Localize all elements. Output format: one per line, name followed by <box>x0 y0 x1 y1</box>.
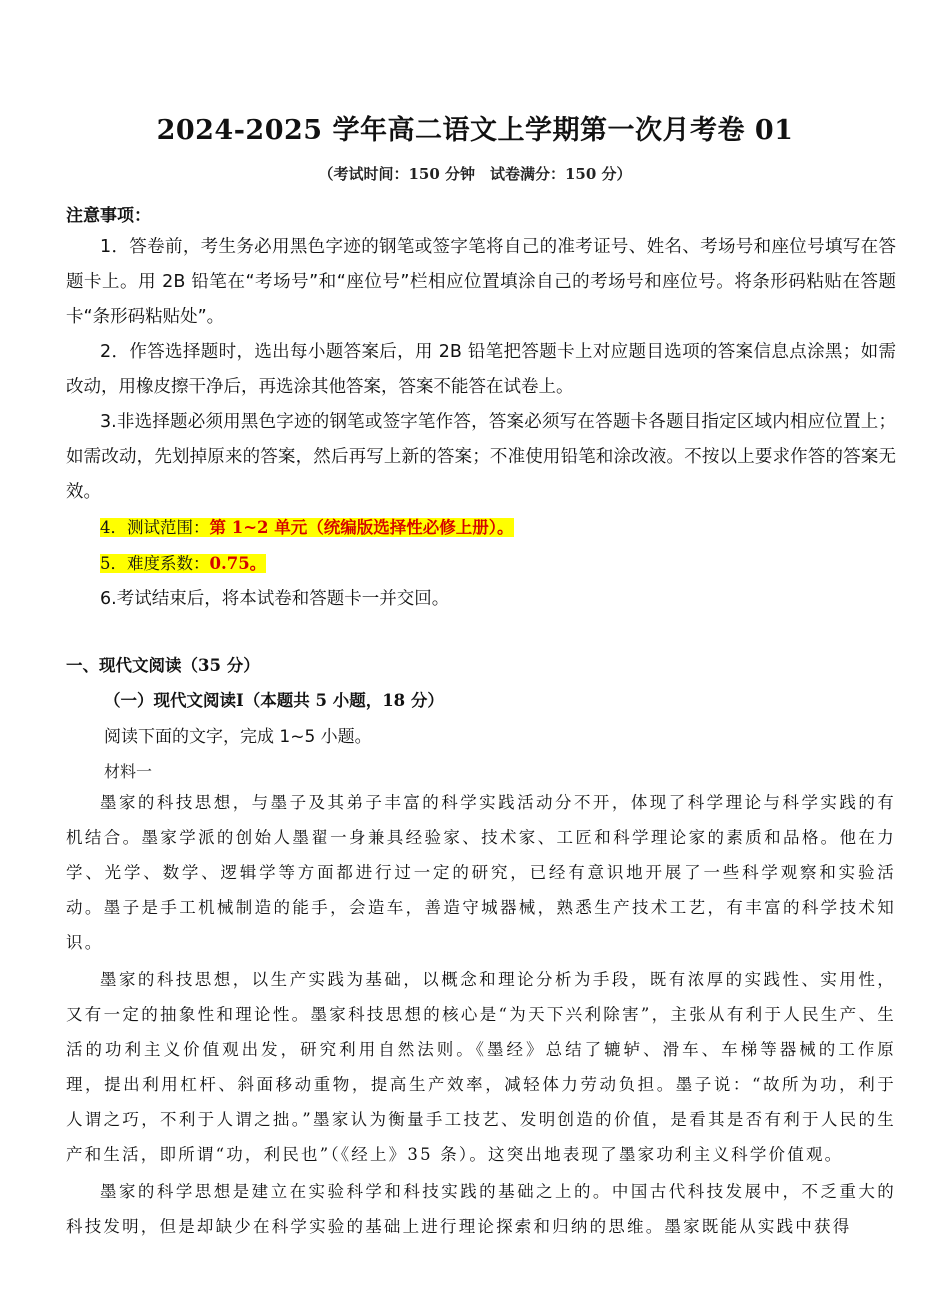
note-item-6: 6.考试结束后，将本试卷和答题卡一并交回。 <box>100 589 450 609</box>
exam-title: 2024-2025 学年高二语文上学期第一次月考卷 01 <box>156 115 794 146</box>
material-text <box>66 785 896 1244</box>
material-paragraph-2: 墨家的科技思想，以生产实践为基础，以概念和理论分析为手段，既有浓厚的实践性、实用性，又有一定的抽象性和理论性。墨家科技思想的核心是“为天下兴利除害”，主张从有利于人民生产、生活的功利主义价值观出发，研究利用自然法则。《墨经》总结了辘轳、滑车、车梯等器械的工作原理，提出利用杠杆、斜面移动重物，提高生产效率，减轻体力劳动负担。墨子说：“故所为功，利于人谓之巧，不利于人谓之拙。”墨家认为衡量手工技艺、发明创造的价值，是看其是否有利于人民的生产和生活，即所谓“功，利民也”（《经上》35 条）。这突出地表现了墨家功利主义科学价值观。 <box>66 970 896 1164</box>
note-item-4 <box>66 510 896 546</box>
notes-heading: 注意事项： <box>66 206 151 226</box>
reading-instruction: 阅读下面的文字，完成 1~5 小题。 <box>104 727 372 747</box>
note-item-5-highlight <box>100 554 266 573</box>
section-heading: 一、现代文阅读（35 分） <box>66 656 260 675</box>
exam-subtitle: （考试时间：150 分钟 试卷满分：150 分） <box>318 165 632 183</box>
material-paragraph-3: 墨家的科学思想是建立在实验科学和科技实践的基础之上的。中国古代科技发展中，不乏重大的科技发明，但是却缺少在科学实验的基础上进行理论探索和归纳的思维。墨家既能从实践中获得 <box>66 1182 896 1236</box>
note-item-5-lead: 5．难度系数： <box>100 554 210 573</box>
note-item-1: 1．答卷前，考生务必用黑色字迹的钢笔或签字笔将自己的准考证号、姓名、考场号和座位号填写在答题卡上。用 2B 铅笔在“考场号”和“座位号”栏相应位置填涂自己的考场号和座位号。将条形码粘贴在答题卡“条形码粘贴处”。 <box>66 237 896 327</box>
material-paragraph-1: 墨家的科技思想，与墨子及其弟子丰富的科学实践活动分不开，体现了科学理论与科学实践的有机结合。墨家学派的创始人墨翟一身兼具经验家、技术家、工匠和科学理论家的素质和品格。他在力学、光学、数学、逻辑学等方面都进行过一定的研究，已经有意识地开展了一些科学观察和实验活动。墨子是手工机械制造的能手，会造车，善造守城器械，熟悉生产技术工艺，有丰富的科学技术知识。 <box>66 793 896 952</box>
note-item-5 <box>66 546 896 582</box>
material-label: 材料一 <box>104 762 153 781</box>
subsection-heading: （一）现代文阅读Ⅰ（本题共 5 小题，18 分） <box>104 691 444 710</box>
note-item-4-lead: 4．测试范围： <box>100 518 210 537</box>
note-item-2: 2．作答选择题时，选出每小题答案后，用 2B 铅笔把答题卡上对应题目选项的答案信息点涂黑；如需改动，用橡皮擦干净后，再选涂其他答案，答案不能答在试卷上。 <box>66 342 896 397</box>
note-item-4-value: 第 1~2 单元（统编版选择性必修上册）。 <box>209 518 514 537</box>
note-item-3: 3.非选择题必须用黑色字迹的钢笔或签字笔作答，答案必须写在答题卡各题目指定区域内相应位置上；如需改动，先划掉原来的答案，然后再写上新的答案；不准使用铅笔和涂改液。不按以上要求作答的答案无效。 <box>66 412 896 502</box>
notes-list <box>66 230 896 617</box>
note-item-5-value: 0.75。 <box>209 554 267 573</box>
note-item-4-highlight <box>100 518 514 537</box>
